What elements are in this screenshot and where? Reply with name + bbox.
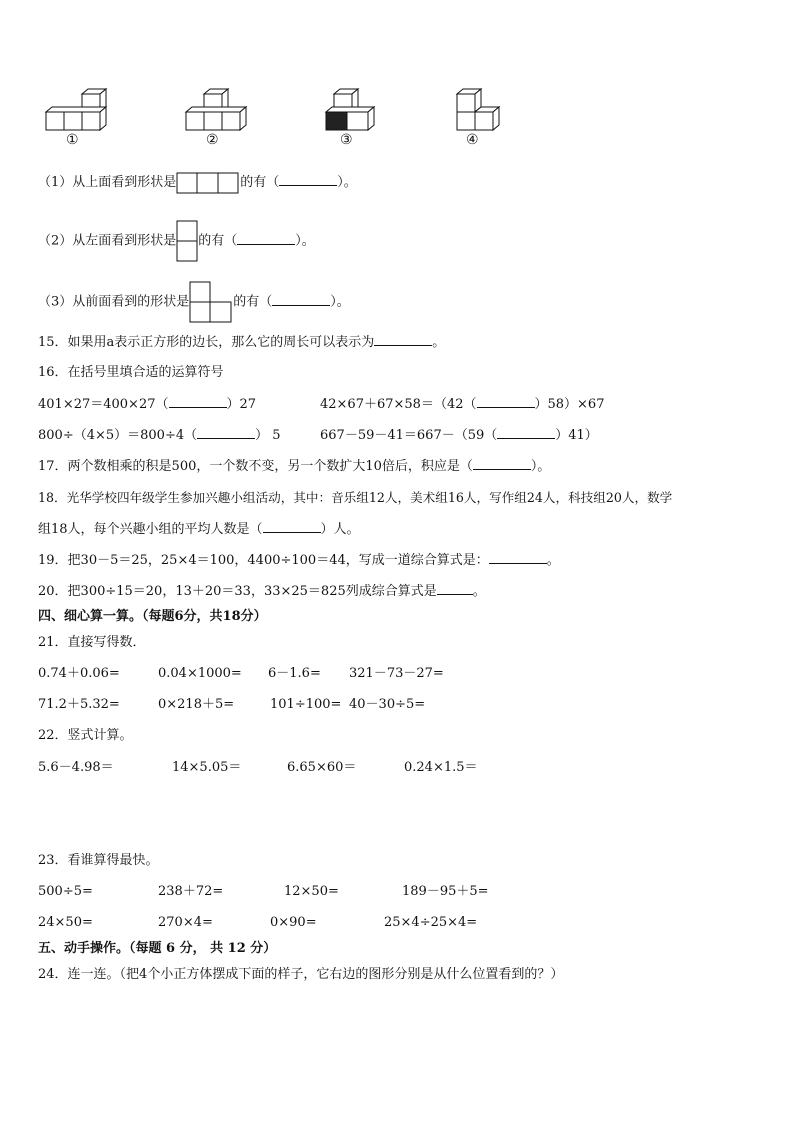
section-5-title: 五、动手操作。（每题 6 分， 共 12 分） (38, 941, 277, 956)
q18-line-2: 组18人，每个兴趣小组的平均人数是（ ）人。 (38, 522, 360, 537)
q16-item-3: 800÷（4×5）＝800÷4（ ） 5 (38, 428, 281, 443)
answer-blank[interactable] (197, 426, 255, 439)
q23-expr: 25×4÷25×4= (384, 915, 478, 930)
q23-expr: 189－95＋5= (402, 884, 489, 899)
figure-caption-3: ③ (340, 132, 353, 148)
figure-caption-2: ② (206, 132, 219, 148)
answer-blank[interactable] (279, 173, 337, 186)
q22-title: 22．竖式计算。 (38, 728, 133, 743)
answer-blank[interactable] (374, 333, 432, 346)
q22-expr: 6.65×60＝ (287, 760, 357, 775)
q16-title: 16．在括号里填合适的运算符号 (38, 365, 224, 380)
cube-figure-3 (322, 86, 382, 134)
q21-expr: 0.74＋0.06= (38, 666, 120, 681)
q21-expr: 6－1.6= (268, 666, 321, 681)
q23-expr: 24×50= (38, 915, 93, 930)
q23-expr: 0×90= (270, 915, 317, 930)
q21-expr: 0.04×1000= (158, 666, 242, 681)
q21-expr: 40－30÷5= (349, 697, 426, 712)
q23-expr: 500÷5= (38, 884, 93, 899)
q21-expr: 101÷100= (270, 697, 342, 712)
q15: 15．如果用a表示正方形的边长，那么它的周长可以表示为 。 (38, 335, 446, 350)
q21-expr: 71.2＋5.32= (38, 697, 120, 712)
q16-item-1: 401×27＝400×27（ ）27 (38, 397, 257, 412)
answer-blank[interactable] (437, 582, 473, 595)
q14-line-3: （3）从前面看到的形状是 的有（ ）。 (38, 281, 350, 323)
cube-figure-1 (44, 88, 108, 132)
answer-blank[interactable] (237, 232, 295, 245)
answer-blank[interactable] (169, 395, 227, 408)
q18-line-1: 18．光华学校四年级学生参加兴趣小组活动，其中：音乐组12人，美术组16人，写作组24人，科技组20人，数学 (38, 490, 673, 505)
q21-expr: 0×218＋5= (158, 697, 235, 712)
q16-item-2: 42×67＋67×58＝（42（ ）58）×67 (320, 397, 605, 412)
q23-expr: 12×50= (284, 884, 339, 899)
q21-title: 21．直接写得数． (38, 635, 146, 650)
q22-expr: 5.6－4.98＝ (38, 760, 114, 775)
shape-three-squares-row (176, 172, 240, 194)
q16-item-4: 667－59－41＝667－（59（ ）41） (320, 428, 598, 443)
answer-blank[interactable] (489, 551, 547, 564)
shape-two-squares-column (176, 220, 198, 262)
q17: 17．两个数相乘的积是500，一个数不变，另一个数扩大10倍后，积应是（ ）。 (38, 459, 551, 474)
q21-expr: 321－73－27= (349, 666, 444, 681)
q22-expr: 0.24×1.5＝ (404, 760, 478, 775)
q23-expr: 270×4= (158, 915, 213, 930)
q22-expr: 14×5.05＝ (172, 760, 242, 775)
answer-blank[interactable] (263, 520, 321, 533)
q20: 20．把300÷15＝20，13＋20＝33，33×25＝825列成综合算式是 。 (38, 584, 486, 599)
cube-figure-2 (184, 88, 248, 132)
answer-blank[interactable] (272, 293, 330, 306)
q14-line-2: （2）从左面看到形状是 的有（ ）。 (38, 220, 315, 262)
figure-caption-1: ① (66, 132, 79, 148)
q24: 24．连一连。（把4个小正方体摆成下面的样子，它右边的图形分别是从什么位置看到的？） (38, 967, 564, 982)
shape-l-three-squares (189, 281, 233, 323)
section-4-title: 四、细心算一算。（每题6分，共18分） (38, 609, 267, 624)
q19: 19．把30－5＝25，25×4＝100，4400÷100＝44，写成一道综合算式是： 。 (38, 553, 560, 568)
cube-figure-4 (455, 86, 505, 134)
q23-title: 23．看谁算得最快。 (38, 853, 159, 868)
figure-caption-4: ④ (466, 132, 479, 148)
answer-blank[interactable] (497, 426, 555, 439)
q23-expr: 238＋72= (158, 884, 224, 899)
q14-line-1: （1）从上面看到形状是 的有（ ）。 (38, 171, 357, 195)
answer-blank[interactable] (473, 457, 531, 470)
answer-blank[interactable] (477, 395, 535, 408)
